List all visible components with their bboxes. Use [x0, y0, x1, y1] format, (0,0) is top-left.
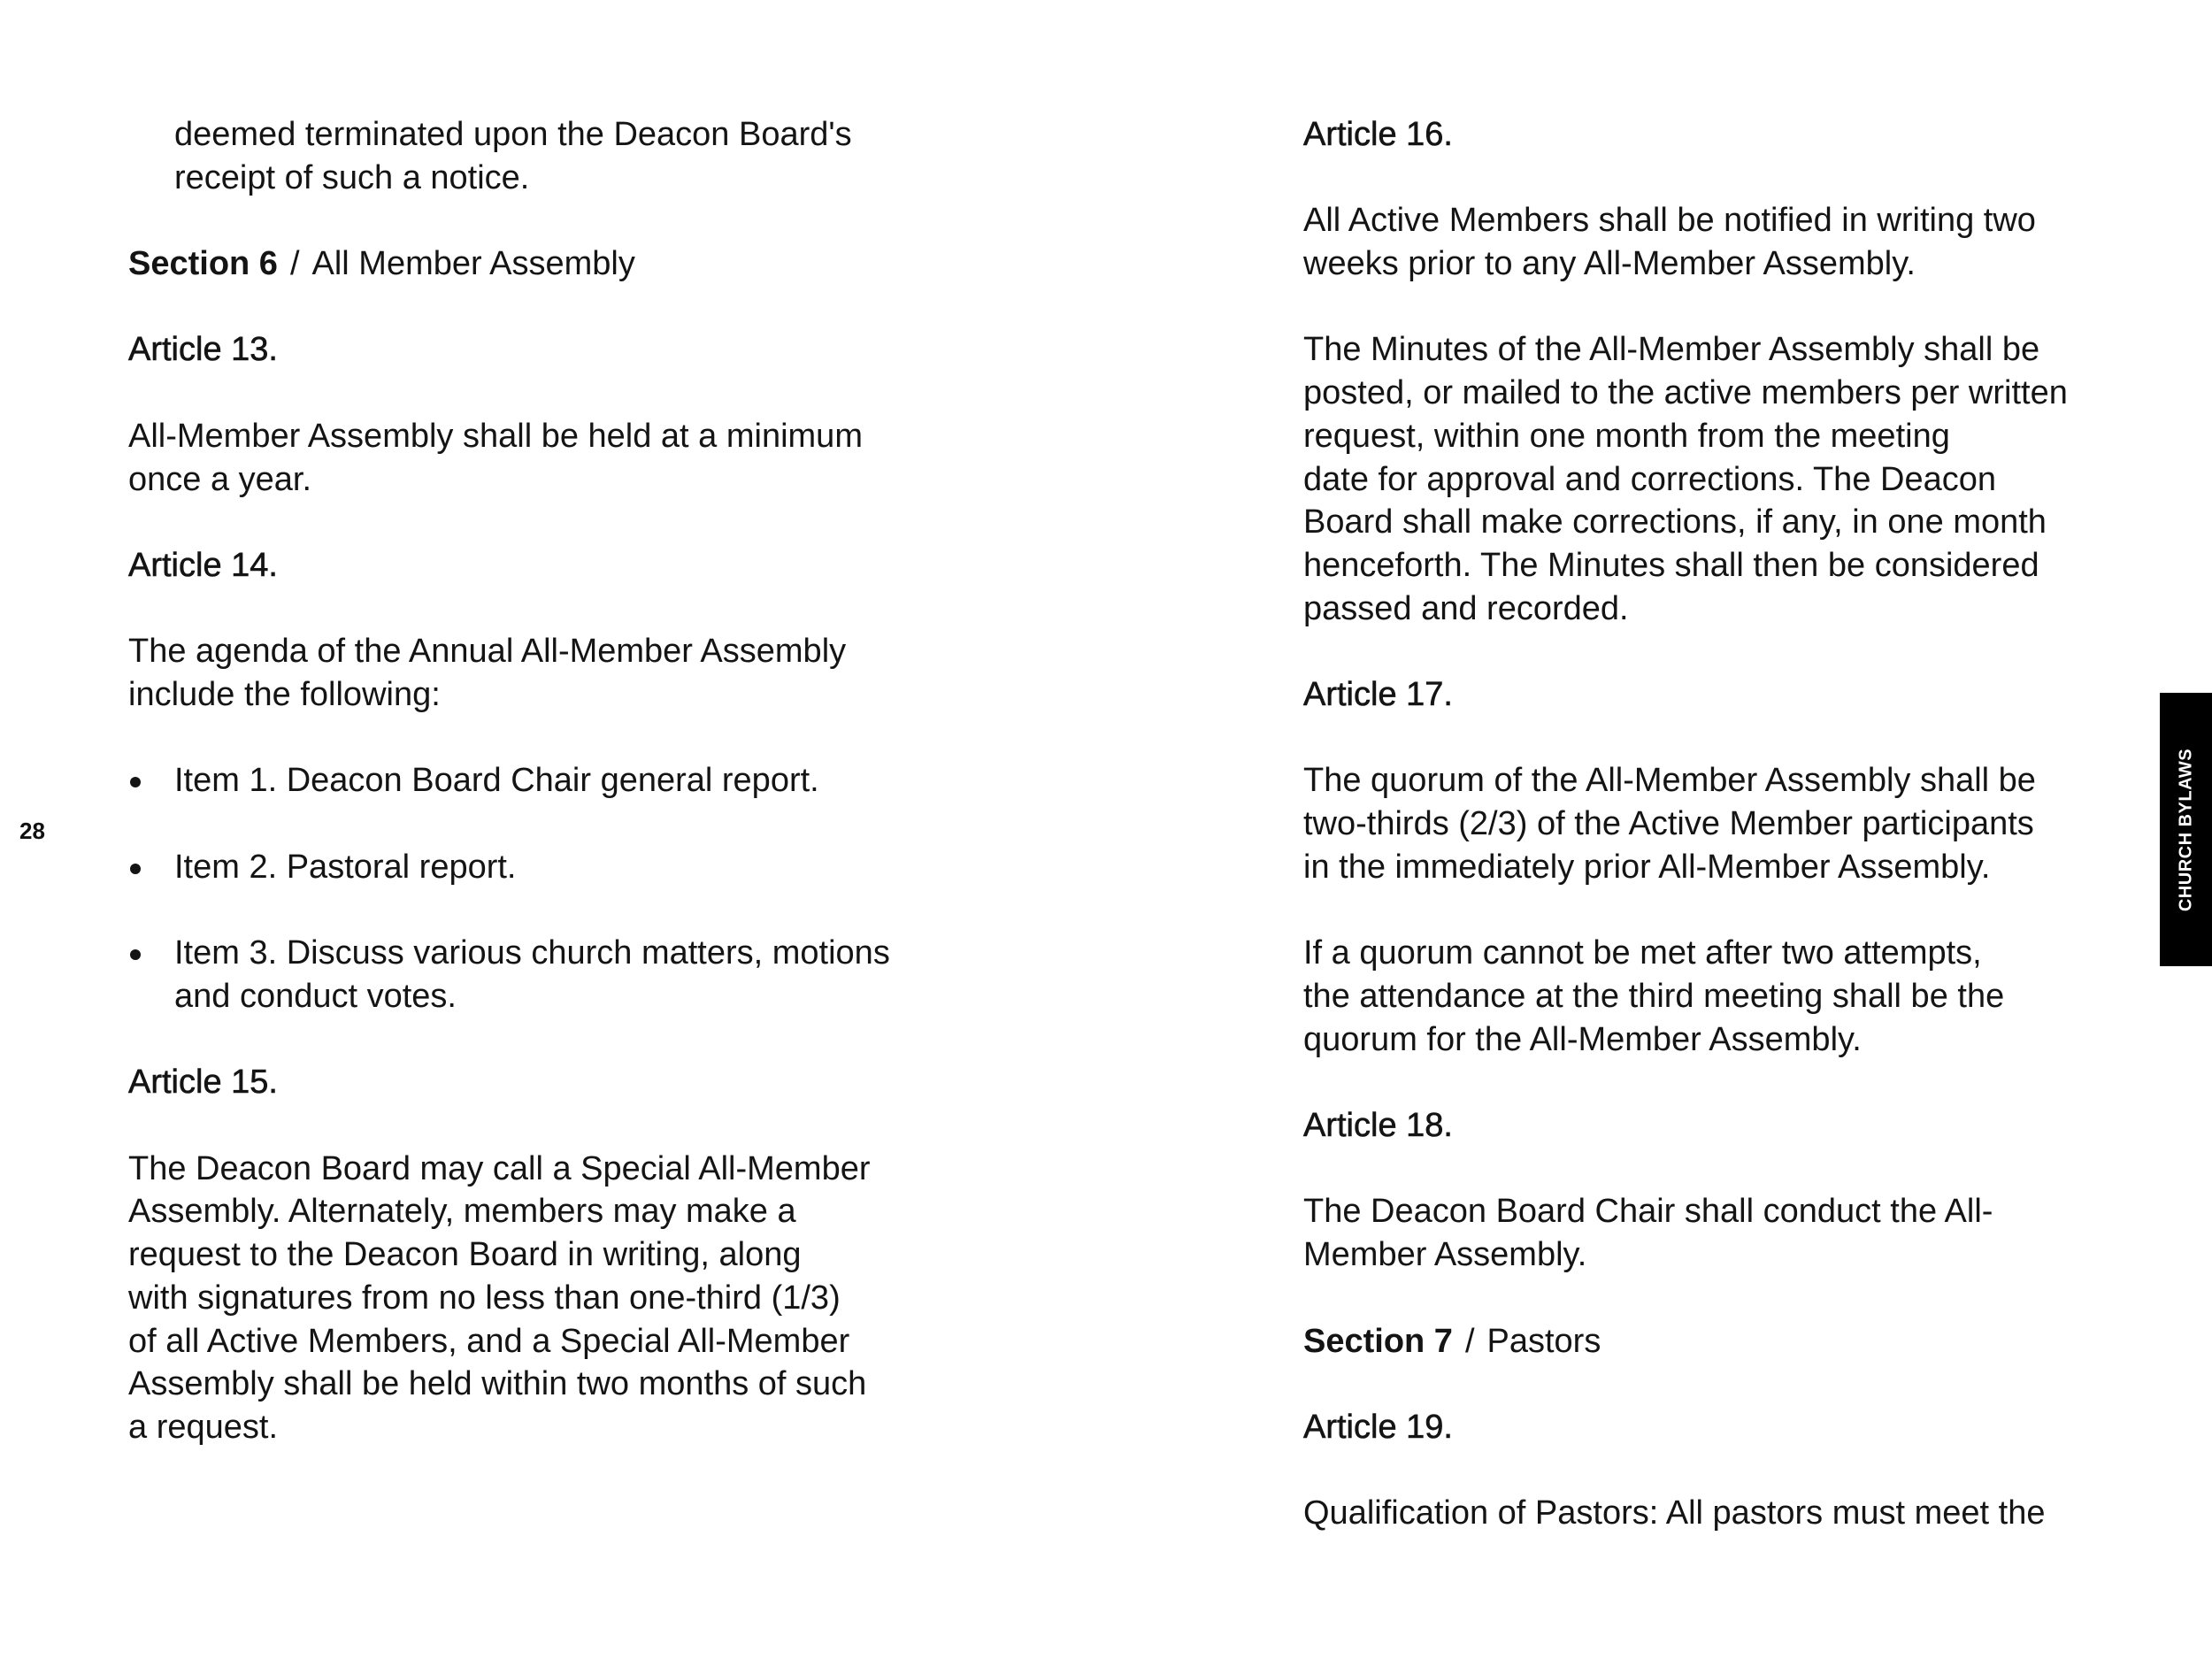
list-item-text: Item 2. Pastoral report. — [174, 848, 517, 886]
article-18-heading: Article 18. — [1303, 1107, 1453, 1145]
list-item — [128, 759, 925, 803]
bullet-icon — [130, 777, 141, 787]
section-separator: / — [1464, 1322, 1475, 1360]
article-19-heading: Article 19. — [1303, 1408, 1453, 1446]
list-item — [128, 932, 925, 1018]
section-number: Section 7 — [1303, 1322, 1453, 1360]
article-18-body: The Deacon Board Chair shall conduct the All- Member Assembly. — [1303, 1193, 1993, 1274]
article-15-heading: Article 15. — [128, 1064, 278, 1102]
article-15-body: The Deacon Board may call a Special All-Member Assembly. Alternately, members may make a request to the Deacon Board in writing, along with signatures from no less than one-third (1/3) of all Active Members, and a Special All-Member Assembly shall be held within two months of such a request. — [128, 1149, 871, 1446]
left-column — [128, 113, 925, 1449]
side-tab-label: CHURCH BYLAWS — [2176, 748, 2195, 911]
article-16-heading: Article 16. — [1303, 116, 1453, 153]
article-17-body-1: The quorum of the All-Member Assembly shall be two-thirds (2/3) of the Active Member participants in the immediately prior All-Member Assembly. — [1303, 762, 2036, 886]
continuation-paragraph: deemed terminated upon the Deacon Board's receipt of such a notice. — [174, 116, 852, 196]
side-tab — [2160, 693, 2212, 966]
article-13-body: All-Member Assembly shall be held at a minimum once a year. — [128, 417, 863, 498]
article-19-body: Qualification of Pastors: All pastors must meet the — [1303, 1494, 2046, 1532]
article-13-heading: Article 13. — [128, 331, 278, 369]
section-title: Pastors — [1486, 1322, 1601, 1360]
article-17-body-2: If a quorum cannot be met after two attempts, the attendance at the third meeting shall be the quorum for the All-Member Assembly. — [1303, 934, 2005, 1058]
page-number: 28 — [19, 818, 45, 844]
list-item-text: Item 1. Deacon Board Chair general report. — [174, 762, 819, 800]
article-14-body: The agenda of the Annual All-Member Assembly include the following: — [128, 633, 847, 714]
section-6-heading — [128, 242, 925, 286]
section-number: Section 6 — [128, 245, 278, 283]
article-16-body-1: All Active Members shall be notified in writing two weeks prior to any All-Member Assembly. — [1303, 202, 2036, 283]
bullet-icon — [130, 949, 141, 960]
article-14-heading: Article 14. — [128, 546, 278, 584]
section-7-heading — [1303, 1320, 2100, 1363]
section-separator: / — [289, 245, 300, 283]
list-item-text: Item 3. Discuss various church matters, motions and conduct votes. — [174, 934, 890, 1015]
list-item — [128, 846, 925, 889]
agenda-list — [128, 759, 925, 1018]
section-title: All Member Assembly — [311, 245, 635, 283]
article-16-body-2: The Minutes of the All-Member Assembly shall be posted, or mailed to the active members per written request, within one month from the meeting date for approval and corrections. The Deacon Board shall make corrections, if any, in one month henceforth. The Minutes shall then be considered passed and recorded. — [1303, 331, 2068, 627]
right-column — [1303, 113, 2100, 1535]
bullet-icon — [130, 864, 141, 874]
article-17-heading: Article 17. — [1303, 676, 1453, 714]
